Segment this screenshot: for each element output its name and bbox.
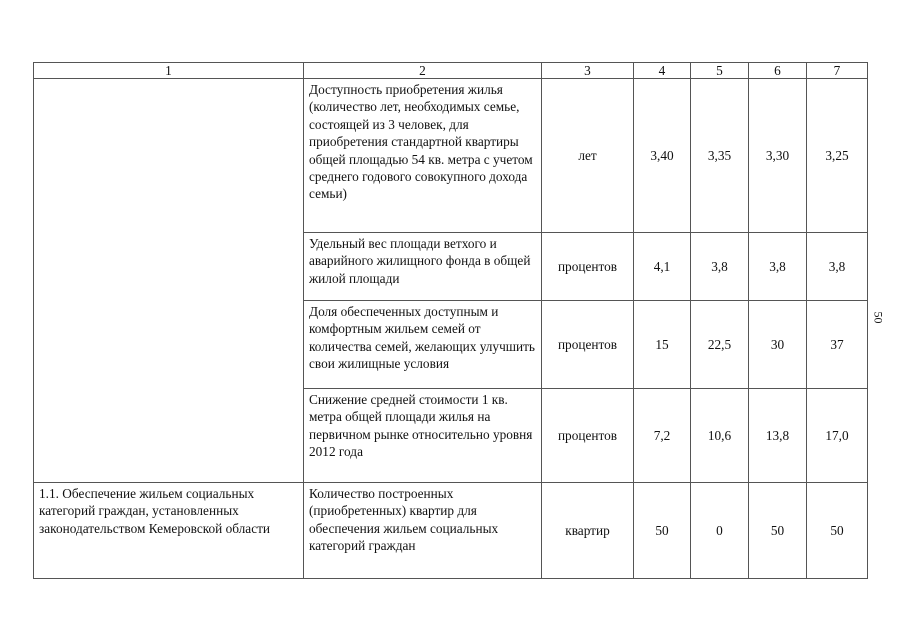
- value-cell: 13,8: [749, 389, 807, 483]
- indicator-cell: Доступность приобретения жилья (количество лет, необходимых семье, состоящей из 3 человек, для приобретения стандартной квартиры общей площадью 54 кв. метра с учетом среднего годового совокупного дохода семьи): [304, 79, 542, 233]
- value-cell: 7,2: [634, 389, 691, 483]
- value-cell: 3,8: [749, 233, 807, 301]
- value-cell: 17,0: [807, 389, 868, 483]
- unit-cell: лет: [542, 79, 634, 233]
- goal-cell: [34, 79, 304, 483]
- value-cell: 3,40: [634, 79, 691, 233]
- value-cell: 50: [749, 483, 807, 579]
- header-cell: 7: [807, 63, 868, 79]
- unit-cell: процентов: [542, 233, 634, 301]
- table-row: [34, 79, 868, 233]
- header-cell: 3: [542, 63, 634, 79]
- value-cell: 4,1: [634, 233, 691, 301]
- value-cell: 50: [807, 483, 868, 579]
- value-cell: 3,8: [691, 233, 749, 301]
- indicator-cell: Снижение средней стоимости 1 кв. метра общей площади жилья на первичном рынке относительно уровня 2012 года: [304, 389, 542, 483]
- unit-cell: процентов: [542, 389, 634, 483]
- header-cell: 1: [34, 63, 304, 79]
- page-number: 50: [871, 311, 886, 324]
- header-cell: 2: [304, 63, 542, 79]
- header-row: [34, 63, 868, 79]
- value-cell: 10,6: [691, 389, 749, 483]
- indicators-table: [33, 62, 868, 579]
- value-cell: 3,25: [807, 79, 868, 233]
- value-cell: 0: [691, 483, 749, 579]
- goal-cell: 1.1. Обеспечение жильем социальных категорий граждан, установленных законодательством Кемеровской области: [34, 483, 304, 579]
- value-cell: 50: [634, 483, 691, 579]
- header-cell: 6: [749, 63, 807, 79]
- header-cell: 5: [691, 63, 749, 79]
- value-cell: 22,5: [691, 301, 749, 389]
- unit-cell: процентов: [542, 301, 634, 389]
- value-cell: 3,30: [749, 79, 807, 233]
- value-cell: 15: [634, 301, 691, 389]
- value-cell: 3,8: [807, 233, 868, 301]
- value-cell: 30: [749, 301, 807, 389]
- value-cell: 37: [807, 301, 868, 389]
- unit-cell: квартир: [542, 483, 634, 579]
- header-cell: 4: [634, 63, 691, 79]
- indicator-cell: Доля обеспеченных доступным и комфортным жильем семей от количества семей, желающих улучшить свои жилищные условия: [304, 301, 542, 389]
- value-cell: 3,35: [691, 79, 749, 233]
- indicator-cell: Количество построенных (приобретенных) квартир для обеспечения жильем социальных категорий граждан: [304, 483, 542, 579]
- table-row: [34, 483, 868, 579]
- indicator-cell: Удельный вес площади ветхого и аварийного жилищного фонда в общей жилой площади: [304, 233, 542, 301]
